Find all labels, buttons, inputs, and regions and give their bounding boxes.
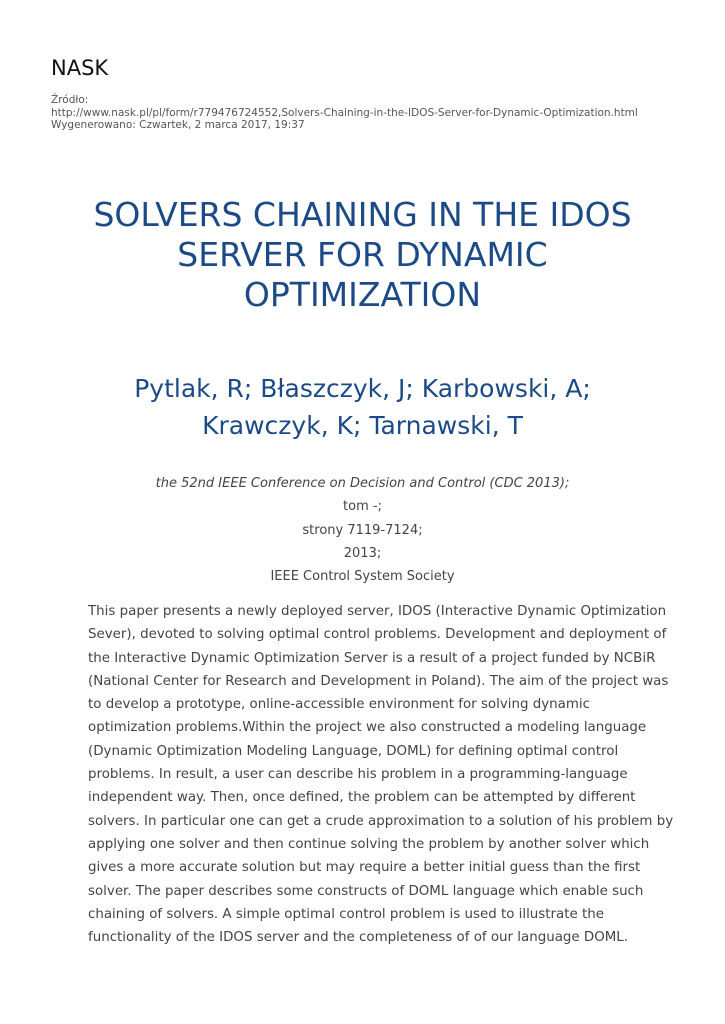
abstract-line: problems. In result, a user can describe his problem in a programming-language bbox=[88, 767, 628, 783]
generated-timestamp: Wygenerowano: Czwartek, 2 marca 2017, 19:37 bbox=[51, 119, 305, 131]
source-label: Źródło: bbox=[51, 94, 89, 106]
pages: strony 7119-7124; bbox=[302, 522, 423, 538]
abstract bbox=[88, 600, 674, 949]
publisher: IEEE Control System Society bbox=[270, 569, 455, 585]
abstract-line: (National Center for Research and Development in Poland). The aim of the project was bbox=[88, 673, 669, 689]
abstract-line: solvers. In particular one can get a crude approximation to a solution of his problem by bbox=[88, 813, 674, 829]
paper-title-line: SOLVERS CHAINING IN THE IDOS bbox=[93, 195, 632, 234]
abstract-line: functionality of the IDOS server and the completeness of of our language DOML. bbox=[88, 930, 629, 946]
paper-title-line: OPTIMIZATION bbox=[243, 275, 482, 314]
paper-title bbox=[60, 195, 665, 315]
organization-name: NASK bbox=[51, 56, 109, 80]
abstract-line: independent way. Then, once defined, the problem can be attempted by different bbox=[88, 790, 636, 806]
abstract-line: applying one solver and then continue solving the problem by another solver which bbox=[88, 836, 650, 852]
paper-title-line: SERVER FOR DYNAMIC bbox=[177, 235, 548, 274]
authors-line: Pytlak, R; Błaszczyk, J; Karbowski, A; bbox=[134, 374, 591, 403]
source-info bbox=[51, 94, 638, 132]
abstract-line: solver. The paper describes some constructs of DOML language which enable such bbox=[88, 883, 644, 899]
abstract-line: the Interactive Dynamic Optimization Server is a result of a project funded by NCBiR bbox=[88, 650, 656, 666]
abstract-line: optimization problems.Within the project we also constructed a modeling language bbox=[88, 720, 647, 736]
volume: tom -; bbox=[343, 499, 382, 515]
authors-line: Krawczyk, K; Tarnawski, T bbox=[202, 411, 523, 440]
year: 2013; bbox=[343, 545, 382, 561]
authors bbox=[60, 370, 665, 444]
conference-name: the 52nd IEEE Conference on Decision and Control (CDC 2013); bbox=[155, 476, 570, 491]
abstract-line: This paper presents a newly deployed server, IDOS (Interactive Dynamic Optimization bbox=[88, 604, 667, 619]
abstract-line: gives a more accurate solution but may require a better initial guess than the first bbox=[88, 860, 641, 876]
abstract-line: chaining of solvers. A simple optimal control problem is used to illustrate the bbox=[88, 906, 604, 922]
abstract-line: Sever), devoted to solving optimal control problems. Development and deployment of bbox=[88, 627, 667, 643]
publication-info bbox=[60, 472, 665, 588]
abstract-line: to develop a prototype, online-accessible environment for solving dynamic bbox=[88, 697, 590, 713]
abstract-line: (Dynamic Optimization Modeling Language, DOML) for defining optimal control bbox=[88, 743, 619, 759]
source-url-link[interactable]: http://www.nask.pl/pl/form/r779476724552,Solvers-Chaining-in-the-IDOS-Server-for-Dynamic-Optimization.html bbox=[51, 106, 638, 119]
